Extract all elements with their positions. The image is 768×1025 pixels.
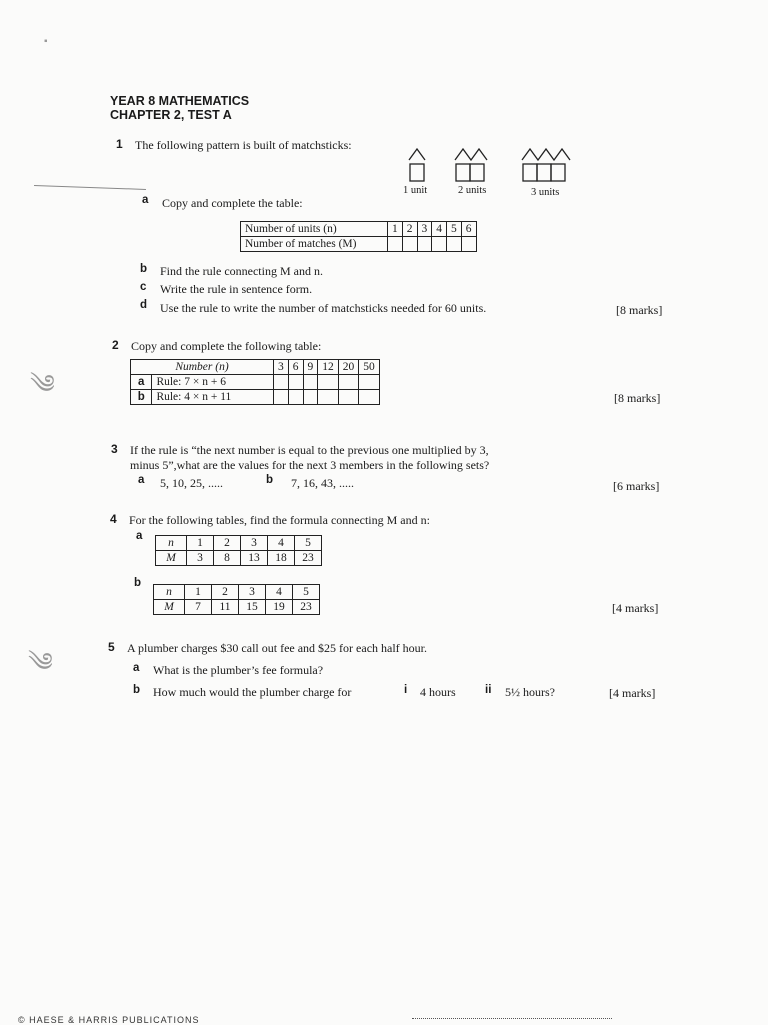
table-row-label: n xyxy=(154,585,185,600)
rule-table xyxy=(130,359,380,405)
table-cell-empty xyxy=(274,390,289,405)
table-cell-empty xyxy=(318,375,339,390)
part-text: Use the rule to write the number of matchsticks needed for 60 units. xyxy=(160,301,487,315)
marks-label: [6 marks] xyxy=(613,479,660,493)
part-text: Find the rule connecting M and n. xyxy=(160,264,323,278)
table-cell: 3 xyxy=(239,585,266,600)
table-cell-empty xyxy=(461,237,476,252)
table-cell-empty xyxy=(288,390,303,405)
part-text: 5, 10, 25, ..... xyxy=(160,476,223,490)
marks-label: [4 marks] xyxy=(612,601,659,615)
table-cell: 5 xyxy=(447,222,462,237)
table-cell-empty xyxy=(359,375,380,390)
part-text: What is the plumber’s fee formula? xyxy=(153,663,324,677)
part-text: How much would the plumber charge for xyxy=(153,685,352,699)
part-letter: b xyxy=(140,263,148,275)
table-cell-empty xyxy=(417,237,432,252)
table-cell-empty xyxy=(303,375,318,390)
part-letter: d xyxy=(140,299,148,311)
footer-cutoff-text xyxy=(412,1018,612,1021)
table-cell: 1 xyxy=(388,222,403,237)
table-cell: 1 xyxy=(185,585,212,600)
part-text: 7, 16, 43, ..... xyxy=(291,476,354,490)
question-number: 1 xyxy=(116,137,123,151)
table-cell: 50 xyxy=(359,360,380,375)
part-text: Copy and complete the table: xyxy=(162,196,303,210)
table-cell-empty xyxy=(303,390,318,405)
figure-label-1-unit: 1 unit xyxy=(403,185,428,196)
table-cell: 13 xyxy=(241,551,268,566)
table-cell-empty xyxy=(388,237,403,252)
table-cell: 2 xyxy=(402,222,417,237)
table-cell: 4 xyxy=(266,585,293,600)
part-letter: a xyxy=(138,474,145,486)
table-cell: 1 xyxy=(187,536,214,551)
scan-smudge: ༄ xyxy=(28,648,53,677)
units-matches-table xyxy=(240,221,477,252)
table-header-label: Number (n) xyxy=(131,360,274,375)
question-text: A plumber charges $30 call out fee and $25 for each half hour. xyxy=(127,641,428,655)
sub-part-text: 5½ hours? xyxy=(505,685,555,699)
table-cell: 5 xyxy=(293,585,320,600)
question-text: The following pattern is built of matchsticks: xyxy=(135,138,352,152)
table-cell-empty xyxy=(432,237,447,252)
table-cell: 3 xyxy=(241,536,268,551)
question-text: If the rule is “the next number is equal to the previous one multiplied by 3, xyxy=(130,443,489,457)
table-row-label: Number of matches (M) xyxy=(241,237,388,252)
page-subtitle: CHAPTER 2, TEST A xyxy=(110,108,232,122)
table-row-label: n xyxy=(156,536,187,551)
row-letter: b xyxy=(131,390,152,405)
row-letter: a xyxy=(131,375,152,390)
sub-part-label: i xyxy=(404,684,408,696)
table-cell: 3 xyxy=(274,360,289,375)
question-number: 2 xyxy=(112,338,119,352)
question-text: For the following tables, find the formula connecting M and n: xyxy=(129,513,430,527)
part-letter: a xyxy=(136,530,143,542)
table-row-label: M xyxy=(154,600,185,615)
part-letter: a xyxy=(133,662,140,674)
table-cell: 5 xyxy=(295,536,322,551)
figure-label-2-units: 2 units xyxy=(458,185,487,196)
question-number: 5 xyxy=(108,640,115,654)
rule-label: Rule: 4 × n + 11 xyxy=(152,390,274,405)
sub-part-label: ii xyxy=(485,684,492,696)
table-cell: 23 xyxy=(293,600,320,615)
sub-part-text: 4 hours xyxy=(420,685,456,699)
part-letter: b xyxy=(266,474,274,486)
table-cell-empty xyxy=(274,375,289,390)
question-text: minus 5”,what are the values for the next 3 members in the following sets? xyxy=(130,458,490,472)
table-cell-empty xyxy=(447,237,462,252)
question-text: Copy and complete the following table: xyxy=(131,339,322,353)
table-cell-empty xyxy=(359,390,380,405)
table-cell: 2 xyxy=(214,536,241,551)
table-row-label: Number of units (n) xyxy=(241,222,388,237)
table-cell-empty xyxy=(402,237,417,252)
table-cell-empty xyxy=(318,390,339,405)
marks-label: [4 marks] xyxy=(609,686,656,700)
question-number: 3 xyxy=(111,442,118,456)
table-cell: 9 xyxy=(303,360,318,375)
table-cell: 3 xyxy=(417,222,432,237)
table-cell-empty xyxy=(288,375,303,390)
part-letter: a xyxy=(142,194,149,206)
figure-label-3-units: 3 units xyxy=(531,187,560,198)
table-cell: 8 xyxy=(214,551,241,566)
table-cell: 20 xyxy=(338,360,359,375)
table-cell: 12 xyxy=(318,360,339,375)
page-title: YEAR 8 MATHEMATICS xyxy=(110,94,250,108)
table-cell: 2 xyxy=(212,585,239,600)
table-cell: 7 xyxy=(185,600,212,615)
matchstick-pattern-figure xyxy=(400,146,590,186)
rule-label: Rule: 7 × n + 6 xyxy=(152,375,274,390)
footer-publisher: © HAESE & HARRIS PUBLICATIONS xyxy=(18,1015,200,1025)
scan-speck: ▪ xyxy=(44,36,48,47)
table-cell: 6 xyxy=(288,360,303,375)
table-cell-empty xyxy=(338,375,359,390)
part-text: Write the rule in sentence form. xyxy=(160,282,313,296)
table-cell: 6 xyxy=(461,222,476,237)
marks-label: [8 marks] xyxy=(614,391,661,405)
scan-stray-line xyxy=(34,185,146,190)
table-cell: 4 xyxy=(432,222,447,237)
part-letter: b xyxy=(134,577,142,589)
n-m-table-a xyxy=(155,535,322,566)
n-m-table-b xyxy=(153,584,320,615)
table-cell: 18 xyxy=(268,551,295,566)
part-letter: b xyxy=(133,684,141,696)
part-letter: c xyxy=(140,281,147,293)
table-cell: 15 xyxy=(239,600,266,615)
table-cell-empty xyxy=(338,390,359,405)
scan-smudge: ༄ xyxy=(30,370,55,399)
table-cell: 4 xyxy=(268,536,295,551)
table-row-label: M xyxy=(156,551,187,566)
table-cell: 19 xyxy=(266,600,293,615)
question-number: 4 xyxy=(110,512,117,526)
table-cell: 11 xyxy=(212,600,239,615)
table-cell: 3 xyxy=(187,551,214,566)
table-cell: 23 xyxy=(295,551,322,566)
marks-label: [8 marks] xyxy=(616,303,663,317)
